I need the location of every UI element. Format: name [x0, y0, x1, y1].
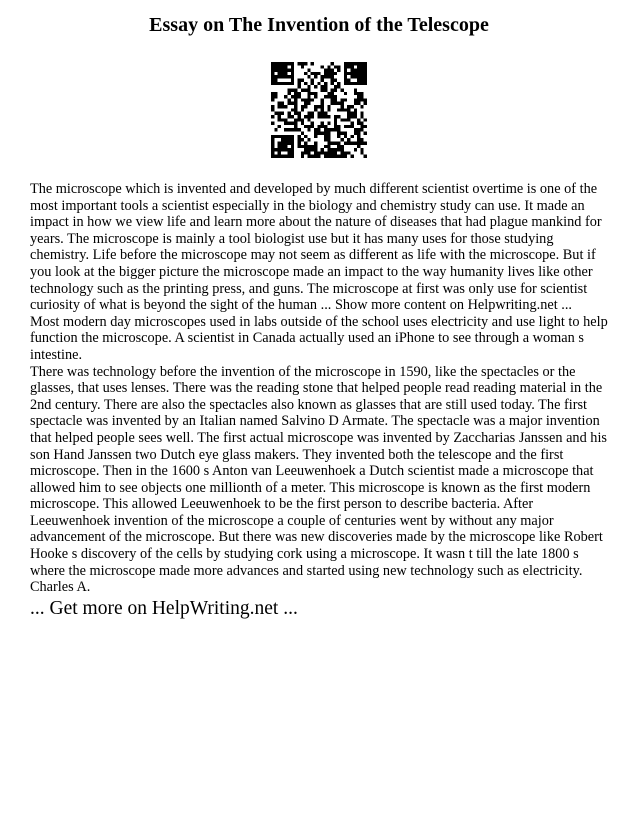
get-more-link[interactable]: ... Get more on HelpWriting.net ...	[30, 598, 298, 619]
qr-code-icon	[271, 62, 367, 158]
essay-paragraph: Most modern day microscopes used in labs outside of the school uses electricity and use light to help function the microscope. A scientist in Canada actually used an iPhone to see through a woman s intestine.	[30, 313, 608, 363]
essay-paragraph: The microscope which is invented and developed by much different scientist overtime is one of the most important tools a scientist especially in the biology and chemistry study can use. It made an impact in how we view life and learn more about the nature of diseases that had plague mankind for years. The microscope is mainly a tool biologist use but it has many uses for those studying chemistry. Life before the microscope may not seem as different as life with the microscope. But if you look at the bigger picture the microscope made an impact to the way humanity lives like other technology such as the printing press, and guns. The microscope at first was only use for scientist curiosity of what is beyond the sight of the human ... Show more content on Helpwriting.net ...	[30, 181, 602, 314]
page-title: Essay on The Invention of the Telescope	[149, 14, 489, 36]
essay-paragraph: There was technology before the invention of the microscope in 1590, like the spectacles or the glasses, that uses lenses. There was the reading stone that helped people read reading material in the 2nd century. There are also the spectacles also known as glasses that are still used today. The first spectacle was invented by an Italian named Salvino D Armate. The spectacle was a major invention that helped people sees well. The first actual microscope was invented by Zaccharias Janssen and his son Hand Janssen two Dutch eye glass makers. They invented both the telescope and the first microscope. Then in the 1600 s Anton van Leeuwenhoek a Dutch scientist made a microscope that allowed him to see objects one millionth of a meter. This microscope is known as the first modern microscope. This allowed Leeuwenhoek to be the first person to describe bacteria. After Leeuwenhoek invention of the microscope a couple of centuries went by without any major advancement of the microscope. But there was new discoveries made by the microscope like Robert Hooke s discovery of the cells by studying cork using a microscope. It wasn t till the late 1800 s where the microscope made more advances and started using new technology such as electricity. Charles A.	[30, 363, 607, 596]
essay-body	[30, 181, 610, 596]
